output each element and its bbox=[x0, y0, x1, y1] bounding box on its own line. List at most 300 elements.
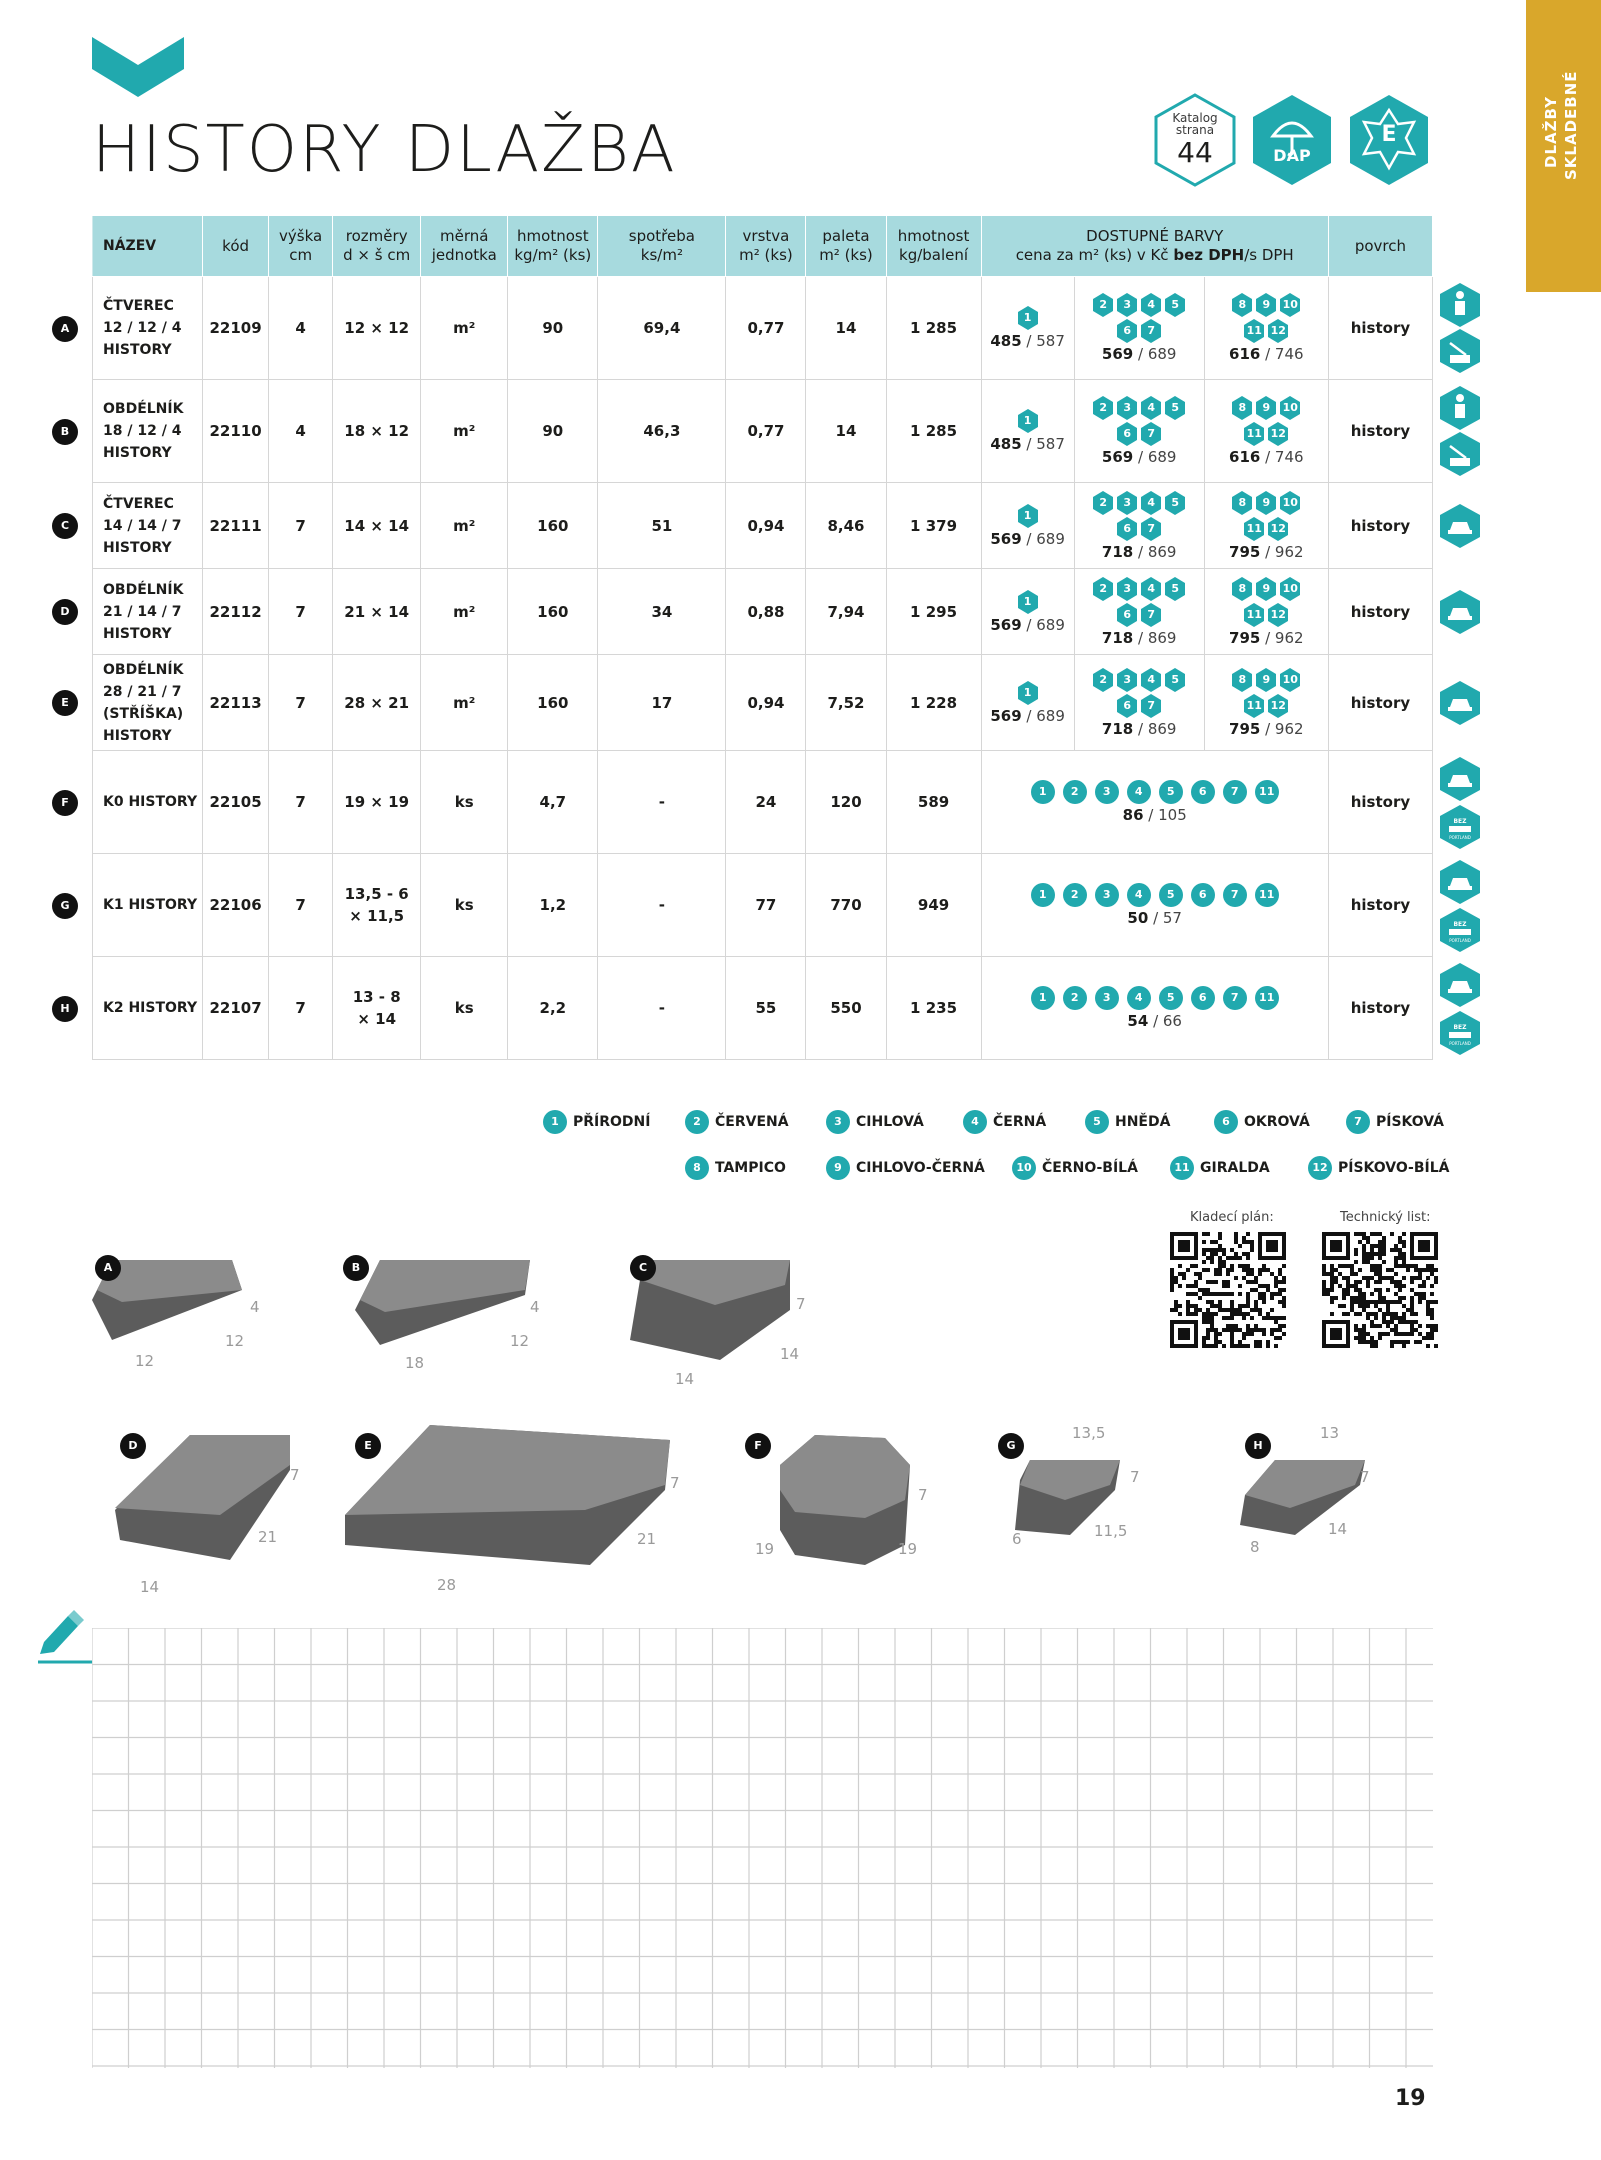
row-label-badge: D bbox=[52, 599, 78, 625]
product-name-line: HISTORY bbox=[103, 342, 172, 358]
cell-color-group-1 bbox=[981, 655, 1074, 751]
color-hex-row bbox=[1205, 293, 1328, 317]
price-net: 569 bbox=[1101, 345, 1134, 363]
legend-color-name: PÍSKOVÁ bbox=[1376, 1114, 1445, 1130]
cell-dims bbox=[333, 380, 421, 483]
color-hex-row bbox=[982, 306, 1074, 330]
product-name-line: 12 / 12 / 4 bbox=[103, 320, 182, 336]
color-number-circle: 2 bbox=[1063, 780, 1087, 804]
cell-color-group-3 bbox=[1204, 569, 1328, 655]
cell-consumption: - bbox=[598, 957, 726, 1060]
color-number-hex: 4 bbox=[1140, 293, 1162, 317]
cell-code: 22109 bbox=[203, 277, 269, 380]
cell-dims bbox=[333, 483, 421, 569]
product-name-line: HISTORY bbox=[103, 445, 172, 461]
cell-name bbox=[93, 854, 203, 957]
col-header-dims-1: rozměry bbox=[345, 227, 408, 245]
color-number-hex: 2 bbox=[1092, 396, 1114, 420]
dap-badge[interactable] bbox=[1249, 92, 1335, 188]
price-net: 795 bbox=[1229, 628, 1261, 647]
price: 86 / 105 bbox=[1122, 806, 1187, 824]
cell-colors-all bbox=[981, 751, 1328, 854]
product-name-line: 21 / 14 / 7 bbox=[103, 603, 182, 620]
col-header-pallet-1: paleta bbox=[822, 227, 870, 245]
col-header-name: NÁZEV bbox=[93, 216, 203, 277]
legend-number: 7 bbox=[1346, 1110, 1370, 1134]
car-icon bbox=[1440, 757, 1480, 801]
cell-surface: history bbox=[1328, 277, 1432, 380]
cell-weight: 2,2 bbox=[508, 957, 598, 1060]
pencil-note-icon bbox=[32, 1606, 94, 1666]
row-label-badge: E bbox=[52, 690, 78, 716]
legend-item bbox=[826, 1110, 924, 1134]
col-header-layer-1: vrstva bbox=[742, 227, 790, 245]
tech-sheet-qr-code[interactable] bbox=[1322, 1232, 1438, 1348]
color-number-circle: 1 bbox=[1031, 883, 1055, 907]
cell-weight: 90 bbox=[508, 380, 598, 483]
product-dims: 12 × 12 bbox=[344, 319, 410, 337]
legend-number: 9 bbox=[826, 1156, 850, 1180]
col-header-unit-1: měrná bbox=[440, 227, 489, 245]
dimension-label: 11,5 bbox=[1094, 1522, 1128, 1540]
price: 569 / 689 bbox=[1101, 345, 1177, 363]
price-gross: 689 bbox=[1147, 448, 1177, 466]
price: 718 / 869 bbox=[1101, 628, 1177, 647]
catalog-page-number: 44 bbox=[1177, 136, 1213, 169]
plate-compactor-icon bbox=[1440, 329, 1480, 373]
cell-weight: 160 bbox=[508, 569, 598, 655]
color-number-hex: 11 bbox=[1243, 319, 1265, 343]
catalog-caption-1: Katalog bbox=[1172, 111, 1218, 125]
color-hex-row bbox=[1205, 319, 1328, 343]
no-portland-icon bbox=[1440, 805, 1480, 849]
price: 569 / 689 bbox=[1101, 448, 1177, 466]
color-number-circle: 7 bbox=[1223, 986, 1247, 1010]
product-name-line: HISTORY bbox=[103, 539, 172, 556]
price-gross: 66 bbox=[1162, 1012, 1182, 1030]
price-net: 569 bbox=[990, 706, 1022, 725]
legend-color-name: GIRALDA bbox=[1200, 1160, 1270, 1176]
color-hex-row bbox=[982, 504, 1074, 528]
dimension-label: 7 bbox=[1360, 1468, 1370, 1486]
cell-consumption: 69,4 bbox=[598, 277, 726, 380]
price: 485 / 587 bbox=[990, 435, 1065, 453]
product-name-1: K0 HISTORY bbox=[103, 794, 198, 810]
price: 569 / 689 bbox=[990, 615, 1065, 634]
price-net: 795 bbox=[1229, 719, 1261, 738]
color-number-hex: 10 bbox=[1279, 293, 1301, 317]
color-hex-row bbox=[1075, 396, 1204, 420]
col-header-colors-1: DOSTUPNÉ BARVY bbox=[1086, 227, 1224, 245]
cell-pallet: 770 bbox=[806, 854, 886, 957]
color-number-hex: 9 bbox=[1255, 577, 1277, 601]
svg-text:BEZ: BEZ bbox=[1453, 921, 1467, 928]
color-number-hex: 5 bbox=[1164, 491, 1186, 515]
cell-unit: ks bbox=[421, 854, 508, 957]
dimension-label: 7 bbox=[290, 1466, 300, 1484]
cell-weight: 4,7 bbox=[508, 751, 598, 854]
row-label-badge: A bbox=[52, 316, 78, 342]
table-header-row bbox=[93, 216, 1433, 277]
cell-pack-weight: 1 235 bbox=[886, 957, 981, 1060]
color-hex-row bbox=[1075, 491, 1204, 515]
cell-unit: m² bbox=[421, 277, 508, 380]
cell-code: 22112 bbox=[203, 569, 269, 655]
cell-pack-weight: 589 bbox=[886, 751, 981, 854]
cell-unit: m² bbox=[421, 655, 508, 751]
cell-name bbox=[93, 569, 203, 655]
col-header-pack-weight-2: kg/balení bbox=[899, 246, 969, 264]
product-dims-1: 13,5 - 6 bbox=[344, 885, 409, 903]
dimension-label: 12 bbox=[510, 1332, 530, 1350]
color-number-hex: 2 bbox=[1092, 577, 1114, 601]
color-number-hex: 8 bbox=[1231, 577, 1253, 601]
price-net: 718 bbox=[1101, 542, 1134, 561]
color-number-circle: 3 bbox=[1095, 986, 1119, 1010]
col-header-colors-2b: bez DPH bbox=[1173, 246, 1245, 264]
table-row bbox=[93, 655, 1433, 751]
page-number: 19 bbox=[1395, 2086, 1426, 2111]
dimension-label: 14 bbox=[780, 1345, 800, 1363]
cell-height: 7 bbox=[269, 569, 333, 655]
color-hex-row bbox=[1075, 293, 1204, 317]
color-hex-row bbox=[1205, 517, 1328, 541]
legend-number: 3 bbox=[826, 1110, 850, 1134]
product-name-line: 18 / 12 / 4 bbox=[103, 423, 182, 439]
dimension-label: 18 bbox=[405, 1354, 425, 1372]
product-name-line: 28 / 21 / 7 bbox=[103, 683, 182, 700]
cell-name bbox=[93, 957, 203, 1060]
color-hex-row bbox=[1205, 396, 1328, 420]
page-title: HISTORY DLAŽBA bbox=[92, 113, 677, 187]
paving-stone-drawing bbox=[775, 1430, 918, 1574]
color-number-hex: 12 bbox=[1267, 517, 1289, 541]
cell-pack-weight: 1 285 bbox=[886, 277, 981, 380]
price-net: 718 bbox=[1101, 628, 1134, 647]
cell-dims bbox=[333, 751, 421, 854]
color-number-hex: 5 bbox=[1164, 293, 1186, 317]
color-number-circle: 5 bbox=[1159, 883, 1183, 907]
drawing-label-badge: D bbox=[120, 1433, 146, 1459]
cell-color-group-3 bbox=[1204, 277, 1328, 380]
price-net: 616 bbox=[1229, 345, 1261, 363]
dimension-label: 7 bbox=[670, 1474, 680, 1492]
product-name-line: HISTORY bbox=[103, 625, 172, 642]
product-name-1: OBDÉLNÍK bbox=[103, 661, 184, 678]
product-dims: 18 × 12 bbox=[344, 422, 410, 440]
col-header-consumption-2: ks/m² bbox=[640, 246, 683, 264]
legend-item bbox=[685, 1110, 789, 1134]
col-header-dims bbox=[333, 216, 421, 277]
color-number-hex: 7 bbox=[1140, 422, 1162, 446]
price: 795 / 962 bbox=[1229, 542, 1304, 561]
col-header-layer-2: m² (ks) bbox=[739, 246, 793, 264]
color-number-hex: 10 bbox=[1279, 668, 1301, 692]
cell-pallet: 120 bbox=[806, 751, 886, 854]
color-number-hex: 5 bbox=[1164, 577, 1186, 601]
col-header-unit-2: jednotka bbox=[431, 246, 497, 264]
legend-item bbox=[1170, 1156, 1270, 1180]
color-hex-row bbox=[1075, 603, 1204, 627]
price-gross: 746 bbox=[1274, 448, 1304, 466]
product-table bbox=[92, 215, 1433, 1060]
legend-color-name: HNĚDÁ bbox=[1115, 1114, 1171, 1130]
product-name-line: 14 / 14 / 7 bbox=[103, 517, 182, 534]
col-header-height-1: výška bbox=[279, 227, 323, 245]
dimension-label: 8 bbox=[1250, 1538, 1260, 1556]
color-number-hex: 7 bbox=[1140, 517, 1162, 541]
color-number-hex: 6 bbox=[1116, 517, 1138, 541]
color-hex-row bbox=[1205, 577, 1328, 601]
product-name-1: OBDÉLNÍK bbox=[103, 581, 184, 598]
cell-layer: 24 bbox=[726, 751, 806, 854]
side-tab-label-2: SKLADEBNÉ bbox=[1562, 70, 1580, 180]
cell-height: 4 bbox=[269, 380, 333, 483]
cell-height: 7 bbox=[269, 751, 333, 854]
col-header-weight-1: hmotnost bbox=[517, 227, 589, 245]
table-row bbox=[93, 569, 1433, 655]
color-number-circle: 11 bbox=[1255, 780, 1279, 804]
color-number-hex: 3 bbox=[1116, 668, 1138, 692]
color-number-hex: 9 bbox=[1255, 668, 1277, 692]
cell-layer: 0,94 bbox=[726, 655, 806, 751]
product-dims-2: × 11,5 bbox=[349, 907, 405, 925]
price-net: 485 bbox=[990, 332, 1022, 350]
price-net: 50 bbox=[1127, 909, 1149, 927]
cell-name bbox=[93, 380, 203, 483]
color-number-hex: 12 bbox=[1267, 319, 1289, 343]
price-net: 86 bbox=[1122, 806, 1144, 824]
color-number-circle: 11 bbox=[1255, 986, 1279, 1010]
umbrella-icon bbox=[1249, 92, 1335, 188]
color-hex-row bbox=[1075, 422, 1204, 446]
cell-dims bbox=[333, 957, 421, 1060]
col-header-consumption bbox=[598, 216, 726, 277]
color-number-hex: 1 bbox=[1017, 409, 1039, 433]
color-number-hex: 9 bbox=[1255, 396, 1277, 420]
col-header-pack-weight bbox=[886, 216, 981, 277]
svg-text:PORTLAND: PORTLAND bbox=[1449, 1041, 1471, 1046]
cell-consumption: 46,3 bbox=[598, 380, 726, 483]
cell-pallet: 550 bbox=[806, 957, 886, 1060]
cell-unit: m² bbox=[421, 380, 508, 483]
color-number-circle: 3 bbox=[1095, 883, 1119, 907]
row-label-badge: F bbox=[52, 790, 78, 816]
laying-plan-qr-code[interactable] bbox=[1170, 1232, 1286, 1348]
price: 795 / 962 bbox=[1229, 719, 1304, 738]
color-hex-row bbox=[1205, 694, 1328, 718]
color-number-circle: 2 bbox=[1063, 986, 1087, 1010]
cell-pack-weight: 1 285 bbox=[886, 380, 981, 483]
cell-consumption: 34 bbox=[598, 569, 726, 655]
price: 616 / 746 bbox=[1229, 345, 1304, 363]
cell-surface: history bbox=[1328, 957, 1432, 1060]
cell-consumption: - bbox=[598, 854, 726, 957]
legend-number: 2 bbox=[685, 1110, 709, 1134]
energy-badge[interactable] bbox=[1346, 92, 1432, 188]
color-number-circle: 6 bbox=[1191, 986, 1215, 1010]
col-header-weight bbox=[508, 216, 598, 277]
cell-pallet: 8,46 bbox=[806, 483, 886, 569]
product-dims: 14 × 14 bbox=[344, 516, 410, 535]
price-gross: 57 bbox=[1162, 909, 1182, 927]
dimension-label: 14 bbox=[1328, 1520, 1348, 1538]
price-net: 569 bbox=[990, 529, 1022, 548]
color-number-hex: 12 bbox=[1267, 694, 1289, 718]
cell-color-group-2 bbox=[1074, 483, 1204, 569]
cell-code: 22106 bbox=[203, 854, 269, 957]
color-number-circle: 6 bbox=[1191, 883, 1215, 907]
legend-number: 10 bbox=[1012, 1156, 1036, 1180]
notes-grid[interactable] bbox=[92, 1628, 1433, 2068]
product-name-1: K1 HISTORY bbox=[103, 897, 198, 913]
car-icon bbox=[1440, 681, 1480, 725]
cell-layer: 0,77 bbox=[726, 380, 806, 483]
car-icon bbox=[1440, 860, 1480, 904]
dimension-label: 19 bbox=[898, 1540, 918, 1558]
cell-color-group-1 bbox=[981, 483, 1074, 569]
dimension-label: 19 bbox=[755, 1540, 775, 1558]
cell-name bbox=[93, 655, 203, 751]
table-row bbox=[93, 380, 1433, 483]
col-header-pack-weight-1: hmotnost bbox=[897, 227, 970, 245]
dimension-label: 21 bbox=[258, 1528, 278, 1546]
cell-code: 22110 bbox=[203, 380, 269, 483]
price: 50 / 57 bbox=[1127, 909, 1182, 927]
color-number-hex: 2 bbox=[1092, 491, 1114, 515]
color-number-hex: 6 bbox=[1116, 694, 1138, 718]
color-number-hex: 10 bbox=[1279, 577, 1301, 601]
color-number-hex: 2 bbox=[1092, 293, 1114, 317]
price-gross: 689 bbox=[1036, 529, 1065, 548]
color-number-hex: 8 bbox=[1231, 396, 1253, 420]
cell-height: 7 bbox=[269, 655, 333, 751]
cell-name bbox=[93, 277, 203, 380]
pedestrian-icon bbox=[1440, 386, 1480, 430]
price: 718 / 869 bbox=[1101, 719, 1177, 738]
cell-dims bbox=[333, 569, 421, 655]
drawing-label-badge: B bbox=[343, 1255, 369, 1281]
color-hex-row bbox=[982, 409, 1074, 433]
color-number-hex: 6 bbox=[1116, 422, 1138, 446]
color-hex-row bbox=[1205, 668, 1328, 692]
col-header-consumption-1: spotřeba bbox=[628, 227, 695, 245]
legend-item bbox=[685, 1156, 786, 1180]
cell-layer: 0,94 bbox=[726, 483, 806, 569]
color-hex-row bbox=[1075, 694, 1204, 718]
row-label-badge: G bbox=[52, 893, 78, 919]
drawing-label-badge: F bbox=[745, 1433, 771, 1459]
tech-sheet-label: Technický list: bbox=[1340, 1210, 1431, 1225]
side-tab-label-1: DLAŽBY bbox=[1542, 96, 1560, 168]
cell-consumption: 51 bbox=[598, 483, 726, 569]
cell-layer: 77 bbox=[726, 854, 806, 957]
cell-height: 7 bbox=[269, 483, 333, 569]
color-number-circle: 5 bbox=[1159, 780, 1183, 804]
cell-pack-weight: 1 295 bbox=[886, 569, 981, 655]
svg-text:PORTLAND: PORTLAND bbox=[1449, 835, 1471, 840]
color-number-hex: 8 bbox=[1231, 491, 1253, 515]
drawing-label-badge: G bbox=[998, 1433, 1024, 1459]
dimension-label: 7 bbox=[1130, 1468, 1140, 1486]
color-number-circle: 7 bbox=[1223, 883, 1247, 907]
price: 795 / 962 bbox=[1229, 628, 1304, 647]
price-net: 485 bbox=[990, 435, 1022, 453]
col-header-height bbox=[269, 216, 333, 277]
cell-color-group-2 bbox=[1074, 655, 1204, 751]
price-net: 569 bbox=[1101, 448, 1134, 466]
dimension-label: 4 bbox=[250, 1298, 260, 1316]
table-row bbox=[93, 277, 1433, 380]
paving-stone-drawing bbox=[340, 1420, 680, 1584]
legend-item bbox=[543, 1110, 650, 1134]
product-name-1: ČTVEREC bbox=[103, 495, 174, 512]
color-number-hex: 5 bbox=[1164, 668, 1186, 692]
legend-color-name: CIHLOVÁ bbox=[856, 1114, 924, 1130]
color-number-hex: 10 bbox=[1279, 491, 1301, 515]
cell-color-group-1 bbox=[981, 569, 1074, 655]
price-net: 795 bbox=[1229, 542, 1261, 561]
product-dims: 28 × 21 bbox=[344, 693, 410, 712]
color-number-hex: 4 bbox=[1140, 396, 1162, 420]
cell-height: 7 bbox=[269, 957, 333, 1060]
color-hex-row bbox=[1075, 319, 1204, 343]
cell-code: 22111 bbox=[203, 483, 269, 569]
cell-color-group-3 bbox=[1204, 483, 1328, 569]
cell-height: 7 bbox=[269, 854, 333, 957]
cell-pallet: 7,52 bbox=[806, 655, 886, 751]
cell-pallet: 14 bbox=[806, 277, 886, 380]
cell-surface: history bbox=[1328, 854, 1432, 957]
cell-surface: history bbox=[1328, 569, 1432, 655]
legend-color-name: PŘÍRODNÍ bbox=[573, 1114, 651, 1130]
col-header-pallet bbox=[806, 216, 886, 277]
color-number-hex: 11 bbox=[1243, 517, 1265, 541]
svg-text:PORTLAND: PORTLAND bbox=[1449, 938, 1471, 943]
price: 569 / 689 bbox=[990, 706, 1065, 725]
col-header-pallet-2: m² (ks) bbox=[819, 246, 873, 264]
legend-color-name: TAMPICO bbox=[715, 1160, 786, 1176]
color-hex-row bbox=[1075, 517, 1204, 541]
cell-weight: 160 bbox=[508, 655, 598, 751]
product-dims: 21 × 14 bbox=[344, 602, 410, 621]
color-number-circle: 11 bbox=[1255, 883, 1279, 907]
cell-colors-all bbox=[981, 854, 1328, 957]
table-row bbox=[93, 957, 1433, 1060]
product-name-1: OBDÉLNÍK bbox=[103, 401, 184, 417]
pedestrian-icon bbox=[1440, 283, 1480, 327]
price: 569 / 689 bbox=[990, 529, 1065, 548]
dimension-label: 21 bbox=[637, 1530, 657, 1548]
price-gross: 962 bbox=[1274, 628, 1304, 647]
color-hex-row bbox=[1205, 603, 1328, 627]
color-number-circle: 5 bbox=[1159, 986, 1183, 1010]
price-gross: 587 bbox=[1036, 332, 1065, 350]
color-hex-row bbox=[982, 590, 1074, 614]
legend-item bbox=[1308, 1156, 1450, 1180]
cell-layer: 0,88 bbox=[726, 569, 806, 655]
cell-unit: m² bbox=[421, 569, 508, 655]
dimension-label: 13,5 bbox=[1072, 1424, 1106, 1442]
cell-pack-weight: 1 379 bbox=[886, 483, 981, 569]
cell-consumption: 17 bbox=[598, 655, 726, 751]
catalog-page-badge[interactable] bbox=[1152, 92, 1238, 188]
col-header-code: kód bbox=[203, 216, 269, 277]
dimension-label: 6 bbox=[1012, 1530, 1022, 1548]
legend-color-name: CIHLOVO-ČERNÁ bbox=[856, 1160, 985, 1176]
cell-layer: 0,77 bbox=[726, 277, 806, 380]
color-number-hex: 12 bbox=[1267, 603, 1289, 627]
